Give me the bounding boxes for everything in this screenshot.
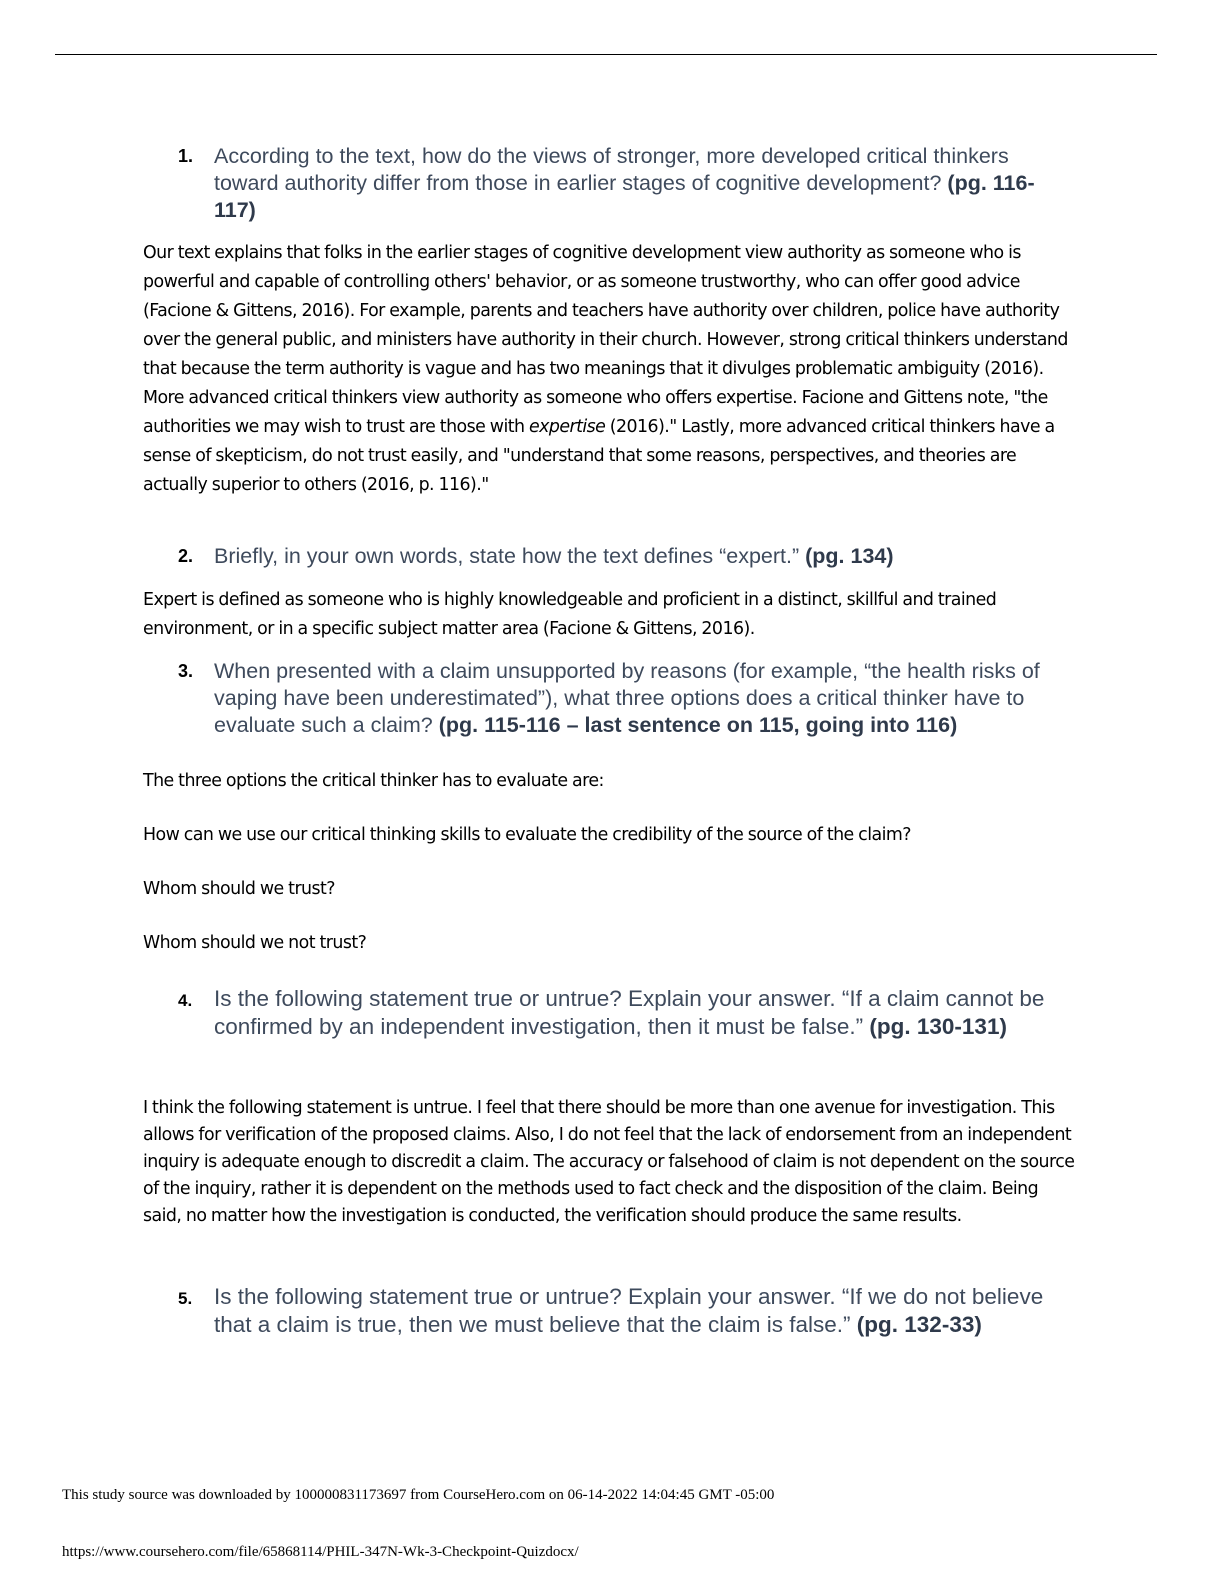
question-1 <box>178 143 1074 224</box>
answer-text: Expert is defined as someone who is highly knowledgeable and proficient in a distinct, skillful and trained environment, or in a specific subject matter area (Facione & Gittens, 2016). <box>143 590 997 639</box>
answer-3-option <box>143 875 1078 904</box>
question-number: 1. <box>178 146 194 166</box>
question-number: 5. <box>178 1289 193 1308</box>
question-4 <box>178 985 1074 1041</box>
answer-text: Our text explains that folks in the earlier stages of cognitive development view authority as someone who is powerful and capable of controlling others' behavior, or as someone trustworthy, who can offer good advice (Facione & Gittens, 2016). For example, parents and teachers have authority over children, police have authority over the general public, and ministers have authority in their church. However, strong critical thinkers understand that because the term authority is vague and has two meanings that it divulges problematic ambiguity (2016). More advanced critical thinkers view authority as someone who offers expertise. Facione and Gittens note, "the authorities we may wish to trust are those with <box>143 243 1068 437</box>
page-reference: (pg. 116-117) <box>214 171 1035 222</box>
answer-emphasis: expertise <box>528 417 606 437</box>
answer-3-intro <box>143 767 1078 796</box>
page-reference: (pg. 134) <box>805 544 894 568</box>
answer-text: How can we use our critical thinking skills to evaluate the credibility of the source of the claim? <box>143 825 911 845</box>
question-3 <box>178 658 1074 739</box>
question-number: 2. <box>178 546 194 566</box>
page-reference: (pg. 130-131) <box>869 1014 1007 1039</box>
answer-text: The three options the critical thinker has to evaluate are: <box>143 771 604 791</box>
question-text: When presented with a claim unsupported by reasons (for example, “the health risks of vaping have been underestimated”), what three options does a critical thinker have to evaluate such a claim? <box>214 659 1040 737</box>
page-reference: (pg. 115-116 – last sentence on 115, going into 116) <box>438 713 958 737</box>
answer-3-option <box>143 929 1078 958</box>
answer-text: I think the following statement is untrue. I feel that there should be more than one avenue for investigation. This allows for verification of the proposed claims. Also, I do not feel that the lack of endorsement from an independent inquiry is adequate enough to discredit a claim. The accuracy or falsehood of claim is not dependent on the source of the inquiry, rather it is dependent on the methods used to fact check and the disposition of the claim. Being said, no matter how the investigation is conducted, the verification should produce the same results. <box>143 1098 1075 1226</box>
answer-3-option <box>143 821 1078 850</box>
answer-1 <box>143 239 1078 500</box>
question-5 <box>178 1283 1074 1339</box>
source-url[interactable]: https://www.coursehero.com/file/65868114/PHIL-347N-Wk-3-Checkpoint-Quizdocx/ <box>62 1544 579 1560</box>
question-number: 3. <box>178 661 194 681</box>
answer-text: Whom should we trust? <box>143 879 335 899</box>
question-2 <box>178 543 1074 570</box>
question-text: Is the following statement true or untrue? Explain your answer. “If a claim cannot be confirmed by an independent investigation, then it must be false.” <box>214 986 1045 1039</box>
answer-2 <box>143 586 1078 644</box>
answer-4 <box>143 1095 1078 1230</box>
question-text: Is the following statement true or untrue? Explain your answer. “If we do not believe that a claim is true, then we must believe that the claim is false.” <box>214 1284 1044 1337</box>
question-text: Briefly, in your own words, state how the text defines “expert.” <box>214 544 800 568</box>
answer-text: Whom should we not trust? <box>143 933 367 953</box>
page-reference: (pg. 132-33) <box>856 1312 982 1337</box>
question-text: According to the text, how do the views of stronger, more developed critical thinkers toward authority differ from those in earlier stages of cognitive development? <box>214 144 1009 195</box>
question-number: 4. <box>178 991 193 1010</box>
download-notice: This study source was downloaded by 100000831173697 from CourseHero.com on 06-14-2022 14:04:45 GMT -05:00 <box>62 1487 775 1503</box>
answer-text: (2016)." Lastly, more advanced critical thinkers have a sense of skepticism, do not trust easily, and "understand that some reasons, perspectives, and theories are actually superior to others (2016, p. 116)." <box>143 417 1055 495</box>
header-divider <box>55 54 1157 55</box>
